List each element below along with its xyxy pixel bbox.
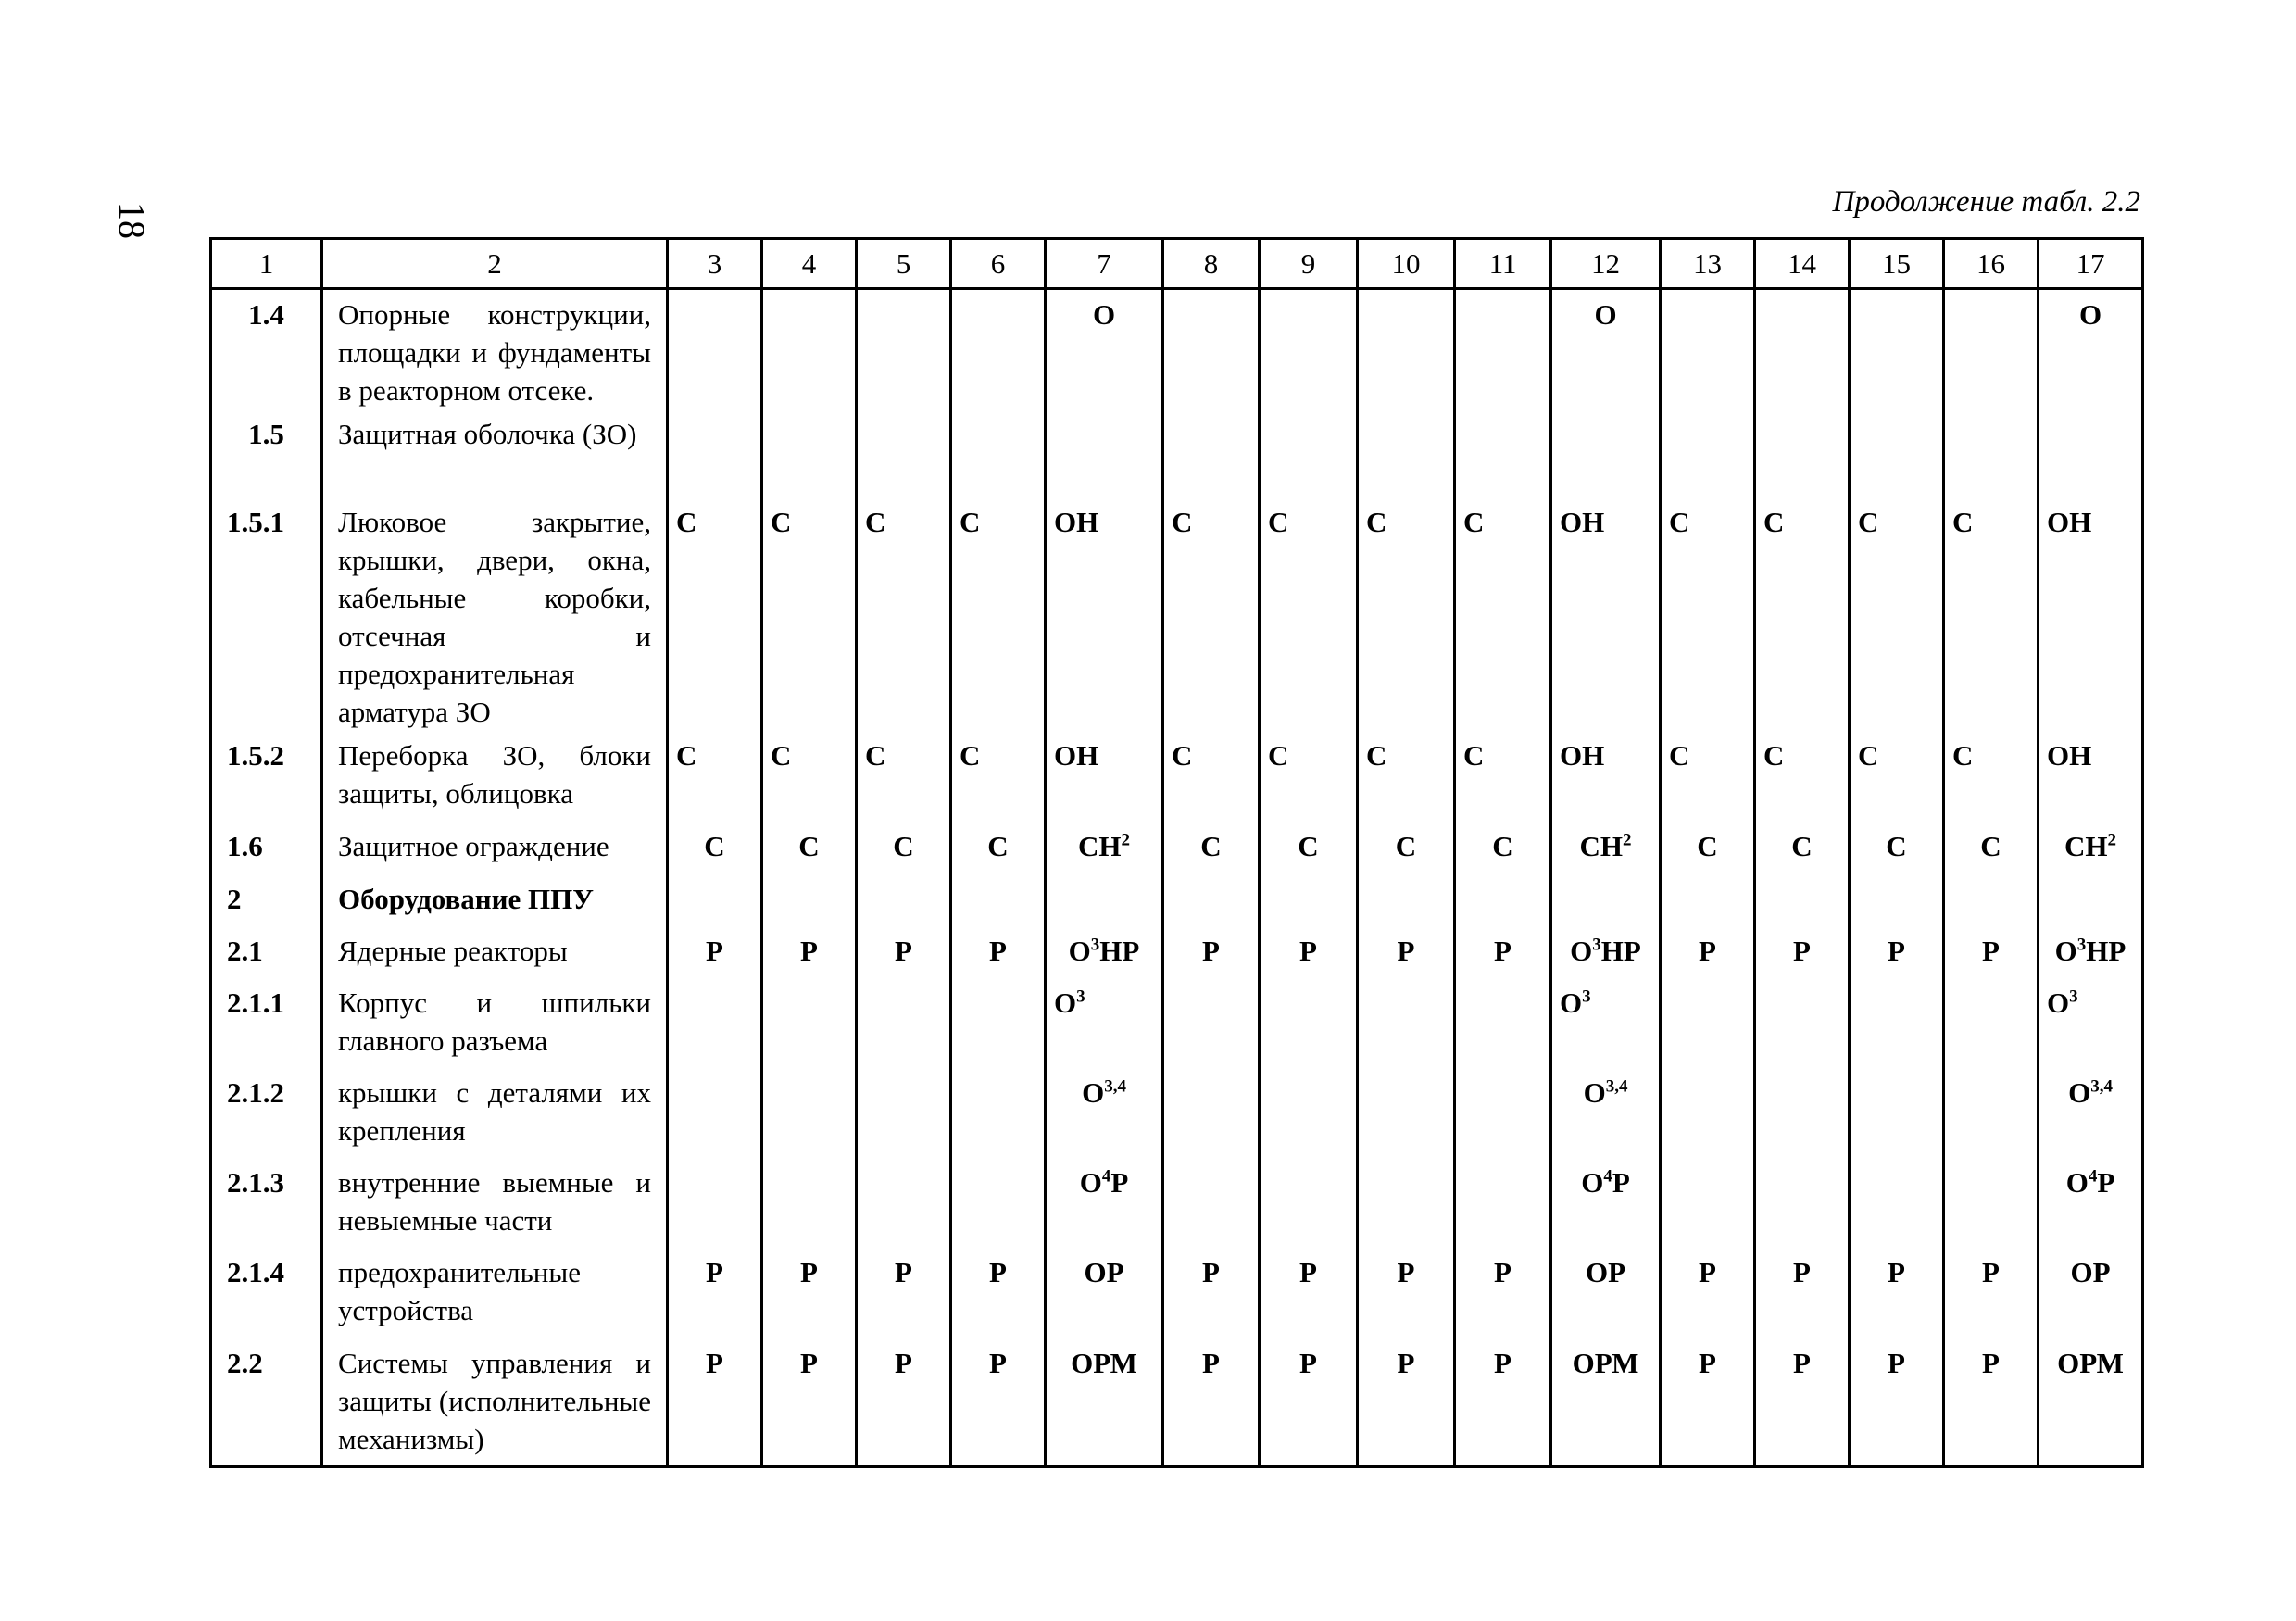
cell-col-16: [1944, 874, 2039, 926]
cell-col-13: [1661, 874, 1755, 926]
cell-col-10: Р: [1358, 1248, 1455, 1338]
cell-col-5: [857, 1158, 951, 1248]
cell-col-10: С: [1358, 731, 1455, 822]
row-description: Системы управления и защиты (исполнительные механизмы): [322, 1338, 668, 1466]
cell-col-8: [1163, 289, 1260, 410]
row-description: Корпус и шпильки главного разъема: [322, 978, 668, 1068]
cell-col-15: С: [1850, 822, 1944, 874]
cell-col-10: Р: [1358, 926, 1455, 978]
row-number: 1.4: [211, 289, 322, 410]
cell-col-15: [1850, 1068, 1944, 1158]
row-description: Защитное ограждение: [322, 822, 668, 874]
cell-col-6: [951, 978, 1046, 1068]
cell-col-16: Р: [1944, 1338, 2039, 1466]
cell-col-14: С: [1755, 822, 1850, 874]
row-number: 2.1.1: [211, 978, 322, 1068]
column-header-10: 10: [1358, 239, 1455, 289]
cell-col-8: Р: [1163, 1338, 1260, 1466]
cell-col-6: [951, 874, 1046, 926]
column-header-1: 1: [211, 239, 322, 289]
cell-col-10: [1358, 1158, 1455, 1248]
cell-col-9: [1260, 409, 1358, 497]
row-number: 2.1.2: [211, 1068, 322, 1158]
cell-col-11: Р: [1455, 1338, 1551, 1466]
cell-col-12: [1551, 409, 1661, 497]
cell-col-14: Р: [1755, 926, 1850, 978]
cell-col-14: [1755, 409, 1850, 497]
cell-col-9: [1260, 1158, 1358, 1248]
cell-col-17: ОР: [2039, 1248, 2143, 1338]
cell-col-7: ОРМ: [1046, 1338, 1163, 1466]
cell-col-6: Р: [951, 1338, 1046, 1466]
cell-col-17: О$^{3,4}$: [2039, 1068, 2143, 1158]
table-row: [211, 1068, 2143, 1158]
cell-col-9: С: [1260, 497, 1358, 731]
cell-col-11: [1455, 409, 1551, 497]
column-header-15: 15: [1850, 239, 1944, 289]
cell-col-8: С: [1163, 497, 1260, 731]
cell-col-12: ОР: [1551, 1248, 1661, 1338]
cell-col-15: [1850, 1158, 1944, 1248]
row-description: Опорные конструкции, площадки и фундаменты в реакторном отсеке.: [322, 289, 668, 410]
table-row: [211, 409, 2143, 497]
cell-col-6: Р: [951, 1248, 1046, 1338]
cell-col-3: Р: [668, 1338, 762, 1466]
cell-col-4: Р: [762, 1338, 857, 1466]
cell-col-14: [1755, 1158, 1850, 1248]
cell-col-7: ОН: [1046, 731, 1163, 822]
cell-col-11: Р: [1455, 926, 1551, 978]
column-header-13: 13: [1661, 239, 1755, 289]
row-number: 2.1.4: [211, 1248, 322, 1338]
cell-col-12: ОН: [1551, 731, 1661, 822]
cell-col-11: С: [1455, 731, 1551, 822]
cell-col-10: [1358, 1068, 1455, 1158]
cell-col-5: [857, 409, 951, 497]
cell-col-4: [762, 289, 857, 410]
cell-col-11: С: [1455, 497, 1551, 731]
cell-col-5: С: [857, 822, 951, 874]
cell-col-15: [1850, 289, 1944, 410]
cell-col-8: С: [1163, 731, 1260, 822]
row-description: Люковое закрытие, крышки, двери, окна, кабельные коробки, отсечная и предохранительная арматура ЗО: [322, 497, 668, 731]
cell-col-5: [857, 874, 951, 926]
cell-col-14: С: [1755, 731, 1850, 822]
cell-col-4: С: [762, 822, 857, 874]
column-header-7: 7: [1046, 239, 1163, 289]
row-description: Переборка ЗО, блоки защиты, облицовка: [322, 731, 668, 822]
cell-col-3: [668, 1158, 762, 1248]
cell-col-5: С: [857, 731, 951, 822]
cell-col-9: [1260, 289, 1358, 410]
cell-col-10: [1358, 289, 1455, 410]
cell-col-12: ОН: [1551, 497, 1661, 731]
page-number: 18: [111, 202, 153, 239]
cell-col-12: [1551, 874, 1661, 926]
cell-col-13: Р: [1661, 1338, 1755, 1466]
cell-col-14: [1755, 289, 1850, 410]
cell-col-16: Р: [1944, 1248, 2039, 1338]
cell-col-5: [857, 1068, 951, 1158]
cell-col-6: [951, 1158, 1046, 1248]
cell-col-14: [1755, 978, 1850, 1068]
cell-col-9: [1260, 874, 1358, 926]
cell-col-12: $О^3НР$: [1551, 926, 1661, 978]
row-description: предохранительные устройства: [322, 1248, 668, 1338]
cell-col-6: [951, 409, 1046, 497]
cell-col-13: [1661, 978, 1755, 1068]
cell-col-9: С: [1260, 822, 1358, 874]
row-description: Ядерные реакторы: [322, 926, 668, 978]
cell-col-7: ОН: [1046, 497, 1163, 731]
cell-col-9: Р: [1260, 1248, 1358, 1338]
cell-col-7: [1046, 409, 1163, 497]
cell-col-4: [762, 1068, 857, 1158]
cell-col-4: С: [762, 731, 857, 822]
cell-col-8: Р: [1163, 1248, 1260, 1338]
cell-col-5: Р: [857, 1338, 951, 1466]
cell-col-7: $СН^2$: [1046, 822, 1163, 874]
cell-col-14: С: [1755, 497, 1850, 731]
row-number: 1.6: [211, 822, 322, 874]
cell-col-12: O: [1551, 289, 1661, 410]
cell-col-8: [1163, 1158, 1260, 1248]
cell-col-4: Р: [762, 1248, 857, 1338]
cell-col-5: [857, 978, 951, 1068]
cell-col-3: [668, 289, 762, 410]
column-header-3: 3: [668, 239, 762, 289]
cell-col-7: $О^3НР$: [1046, 926, 1163, 978]
cell-col-5: Р: [857, 926, 951, 978]
cell-col-17: $О^3НР$: [2039, 926, 2143, 978]
cell-col-7: О$^{3,4}$: [1046, 1068, 1163, 1158]
row-number: 2.1: [211, 926, 322, 978]
inspection-table: [209, 237, 2144, 1468]
cell-col-16: С: [1944, 731, 2039, 822]
cell-col-3: Р: [668, 926, 762, 978]
column-header-6: 6: [951, 239, 1046, 289]
cell-col-12: ОРМ: [1551, 1338, 1661, 1466]
cell-col-6: С: [951, 822, 1046, 874]
cell-col-17: ОРМ: [2039, 1338, 2143, 1466]
column-header-9: 9: [1260, 239, 1358, 289]
cell-col-14: [1755, 1068, 1850, 1158]
column-header-12: 12: [1551, 239, 1661, 289]
cell-col-8: [1163, 978, 1260, 1068]
cell-col-11: [1455, 1068, 1551, 1158]
cell-col-5: С: [857, 497, 951, 731]
cell-col-7: O: [1046, 289, 1163, 410]
cell-col-3: [668, 1068, 762, 1158]
cell-col-15: [1850, 978, 1944, 1068]
cell-col-8: [1163, 409, 1260, 497]
cell-col-3: С: [668, 822, 762, 874]
cell-col-16: С: [1944, 497, 2039, 731]
cell-col-4: [762, 978, 857, 1068]
cell-col-15: С: [1850, 731, 1944, 822]
cell-col-7: $О^3$: [1046, 978, 1163, 1068]
cell-col-9: [1260, 978, 1358, 1068]
cell-col-8: [1163, 1068, 1260, 1158]
cell-col-12: О$^{3,4}$: [1551, 1068, 1661, 1158]
cell-col-7: [1046, 874, 1163, 926]
cell-col-5: [857, 289, 951, 410]
cell-col-11: С: [1455, 822, 1551, 874]
cell-col-16: [1944, 1158, 2039, 1248]
cell-col-3: Р: [668, 1248, 762, 1338]
cell-col-13: [1661, 1068, 1755, 1158]
cell-col-16: Р: [1944, 926, 2039, 978]
table-row: [211, 497, 2143, 731]
table-row: [211, 1248, 2143, 1338]
cell-col-14: Р: [1755, 1338, 1850, 1466]
cell-col-17: $О^3$: [2039, 978, 2143, 1068]
cell-col-6: [951, 1068, 1046, 1158]
cell-col-16: [1944, 289, 2039, 410]
cell-col-13: [1661, 409, 1755, 497]
column-header-17: 17: [2039, 239, 2143, 289]
cell-col-15: Р: [1850, 926, 1944, 978]
row-number: 1.5: [211, 409, 322, 497]
cell-col-7: ОР: [1046, 1248, 1163, 1338]
cell-col-3: [668, 409, 762, 497]
cell-col-13: Р: [1661, 1248, 1755, 1338]
table-row: [211, 874, 2143, 926]
table-row: [211, 289, 2143, 410]
cell-col-12: $О^4Р$: [1551, 1158, 1661, 1248]
cell-col-11: [1455, 1158, 1551, 1248]
row-description: внутренние выемные и невыемные части: [322, 1158, 668, 1248]
cell-col-17: ОН: [2039, 497, 2143, 731]
column-header-16: 16: [1944, 239, 2039, 289]
column-header-4: 4: [762, 239, 857, 289]
cell-col-13: С: [1661, 731, 1755, 822]
cell-col-10: [1358, 978, 1455, 1068]
column-header-2: 2: [322, 239, 668, 289]
row-description: Защитная оболочка (ЗО): [322, 409, 668, 497]
header-row: [211, 239, 2143, 289]
cell-col-17: [2039, 874, 2143, 926]
cell-col-5: Р: [857, 1248, 951, 1338]
cell-col-13: [1661, 1158, 1755, 1248]
table-caption: Продолжение табл. 2.2: [1832, 185, 2140, 219]
cell-col-4: [762, 874, 857, 926]
row-number: 1.5.1: [211, 497, 322, 731]
cell-col-9: [1260, 1068, 1358, 1158]
cell-col-15: Р: [1850, 1338, 1944, 1466]
cell-col-8: Р: [1163, 926, 1260, 978]
cell-col-10: [1358, 409, 1455, 497]
table-row: [211, 926, 2143, 978]
cell-col-17: ОН: [2039, 731, 2143, 822]
row-description: Оборудование ППУ: [322, 874, 668, 926]
cell-col-13: С: [1661, 497, 1755, 731]
table-row: [211, 1338, 2143, 1466]
cell-col-10: [1358, 874, 1455, 926]
column-header-11: 11: [1455, 239, 1551, 289]
table-row: [211, 822, 2143, 874]
cell-col-16: [1944, 409, 2039, 497]
cell-col-11: [1455, 978, 1551, 1068]
cell-col-12: $О^3$: [1551, 978, 1661, 1068]
cell-col-4: [762, 1158, 857, 1248]
cell-col-15: С: [1850, 497, 1944, 731]
cell-col-12: $СН^2$: [1551, 822, 1661, 874]
cell-col-16: С: [1944, 822, 2039, 874]
cell-col-7: $О^4Р$: [1046, 1158, 1163, 1248]
cell-col-10: С: [1358, 497, 1455, 731]
cell-col-4: Р: [762, 926, 857, 978]
cell-col-13: [1661, 289, 1755, 410]
cell-col-9: Р: [1260, 1338, 1358, 1466]
cell-col-15: [1850, 409, 1944, 497]
column-header-5: 5: [857, 239, 951, 289]
cell-col-17: [2039, 409, 2143, 497]
cell-col-13: Р: [1661, 926, 1755, 978]
cell-col-15: [1850, 874, 1944, 926]
cell-col-17: $О^4Р$: [2039, 1158, 2143, 1248]
row-number: 2.2: [211, 1338, 322, 1466]
row-number: 2: [211, 874, 322, 926]
cell-col-11: [1455, 289, 1551, 410]
cell-col-8: С: [1163, 822, 1260, 874]
column-header-8: 8: [1163, 239, 1260, 289]
cell-col-16: [1944, 978, 2039, 1068]
cell-col-10: С: [1358, 822, 1455, 874]
cell-col-17: O: [2039, 289, 2143, 410]
cell-col-4: [762, 409, 857, 497]
cell-col-11: [1455, 874, 1551, 926]
cell-col-6: С: [951, 497, 1046, 731]
cell-col-6: С: [951, 731, 1046, 822]
cell-col-15: Р: [1850, 1248, 1944, 1338]
table-row: [211, 731, 2143, 822]
cell-col-16: [1944, 1068, 2039, 1158]
cell-col-17: $СН^2$: [2039, 822, 2143, 874]
cell-col-4: С: [762, 497, 857, 731]
cell-col-3: [668, 978, 762, 1068]
cell-col-10: Р: [1358, 1338, 1455, 1466]
table-row: [211, 978, 2143, 1068]
cell-col-11: Р: [1455, 1248, 1551, 1338]
cell-col-6: [951, 289, 1046, 410]
cell-col-14: Р: [1755, 1248, 1850, 1338]
cell-col-14: [1755, 874, 1850, 926]
cell-col-9: С: [1260, 731, 1358, 822]
cell-col-3: [668, 874, 762, 926]
cell-col-9: Р: [1260, 926, 1358, 978]
table-row: [211, 1158, 2143, 1248]
row-description: крышки с деталями их крепления: [322, 1068, 668, 1158]
row-number: 2.1.3: [211, 1158, 322, 1248]
row-number: 1.5.2: [211, 731, 322, 822]
column-header-14: 14: [1755, 239, 1850, 289]
cell-col-13: С: [1661, 822, 1755, 874]
cell-col-8: [1163, 874, 1260, 926]
cell-col-3: С: [668, 497, 762, 731]
cell-col-6: Р: [951, 926, 1046, 978]
cell-col-3: С: [668, 731, 762, 822]
